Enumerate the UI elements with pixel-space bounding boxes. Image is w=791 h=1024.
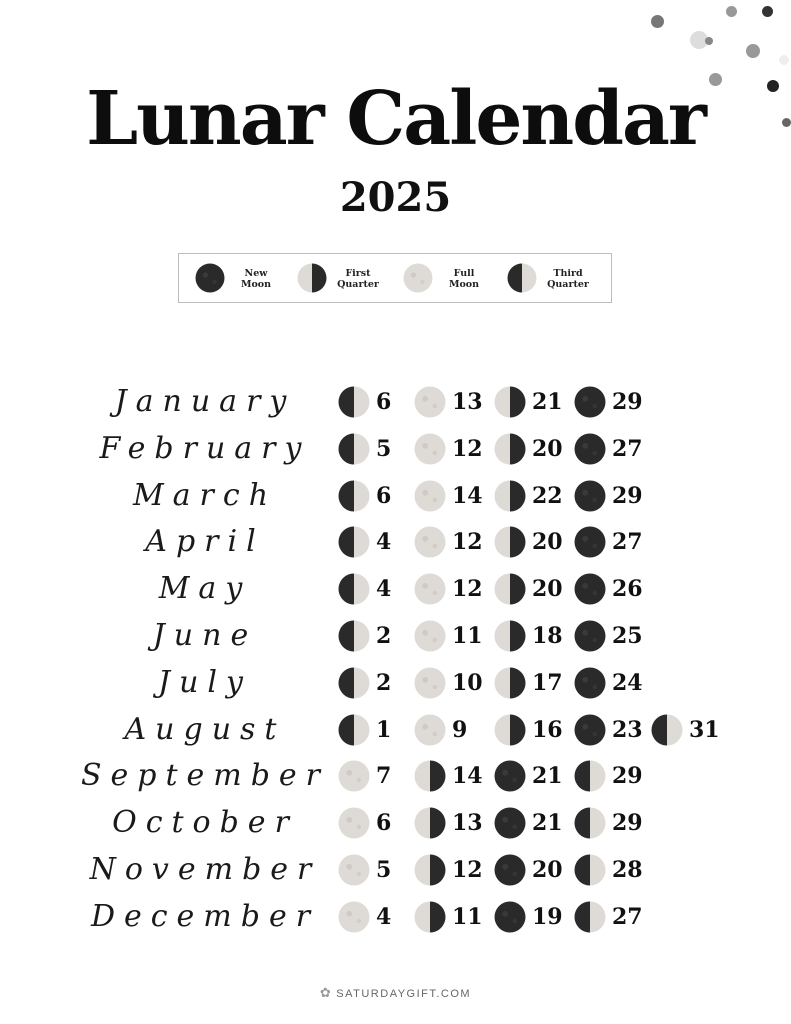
- new-moon-icon: [494, 854, 526, 886]
- day-number: 6: [376, 483, 392, 509]
- first-quarter-icon: [414, 854, 446, 886]
- day-number: 19: [532, 904, 563, 930]
- day-number: 24: [612, 670, 643, 696]
- day-number: 11: [452, 904, 483, 930]
- full-moon-icon: [414, 526, 446, 558]
- legend-label: Full Moon: [448, 268, 480, 290]
- new-moon-icon: [574, 667, 606, 699]
- confetti-dot: [651, 15, 664, 28]
- full-moon-icon: [414, 714, 446, 746]
- first-quarter-icon: [494, 480, 526, 512]
- third-quarter-icon: [338, 386, 370, 418]
- day-number: 23: [612, 717, 643, 743]
- full-moon-icon: [414, 386, 446, 418]
- day-number: 27: [612, 436, 643, 462]
- month-name-february: February: [99, 431, 311, 466]
- confetti-dot: [726, 6, 737, 17]
- full-moon-icon: [414, 480, 446, 512]
- day-number: 5: [376, 436, 392, 462]
- first-quarter-icon: [414, 807, 446, 839]
- day-number: 20: [532, 436, 563, 462]
- day-number: 17: [532, 670, 563, 696]
- month-name-april: April: [145, 524, 265, 559]
- day-number: 29: [612, 810, 643, 836]
- day-number: 2: [376, 670, 392, 696]
- day-number: 4: [376, 576, 392, 602]
- day-number: 4: [376, 904, 392, 930]
- full-moon-icon: [414, 667, 446, 699]
- first-quarter-icon: [414, 901, 446, 933]
- legend-label: New Moon: [240, 268, 272, 290]
- third-quarter-icon: [338, 573, 370, 605]
- day-number: 12: [452, 576, 483, 602]
- confetti-dot: [762, 6, 773, 17]
- day-number: 22: [532, 483, 563, 509]
- day-number: 20: [532, 857, 563, 883]
- day-number: 31: [689, 717, 720, 743]
- confetti-dot: [782, 118, 791, 127]
- third-quarter-icon: [338, 433, 370, 465]
- third-quarter-icon: [338, 714, 370, 746]
- footer-brand: [0, 985, 791, 1001]
- day-number: 14: [452, 483, 483, 509]
- full-moon-icon: [338, 854, 370, 886]
- confetti-dot: [779, 55, 789, 65]
- new-moon-icon: [574, 620, 606, 652]
- day-number: 27: [612, 904, 643, 930]
- new-moon-icon: [494, 760, 526, 792]
- first-quarter-icon: [494, 714, 526, 746]
- day-number: 21: [532, 763, 563, 789]
- day-number: 2: [376, 623, 392, 649]
- gift-logo-icon: ✿: [319, 985, 333, 1000]
- day-number: 9: [452, 717, 468, 743]
- day-number: 12: [452, 436, 483, 462]
- day-number: 7: [376, 763, 392, 789]
- confetti-dot: [746, 44, 760, 58]
- third-quarter-icon: [651, 714, 683, 746]
- month-name-september: September: [80, 758, 330, 793]
- day-number: 25: [612, 623, 643, 649]
- day-number: 13: [452, 389, 483, 415]
- new-moon-icon: [574, 573, 606, 605]
- day-number: 12: [452, 857, 483, 883]
- day-number: 29: [612, 483, 643, 509]
- phase-legend: [178, 253, 612, 303]
- full-moon-icon: [338, 760, 370, 792]
- new-moon-icon: [574, 386, 606, 418]
- legend-label: Third Quarter: [547, 268, 589, 290]
- month-name-november: November: [89, 852, 321, 887]
- month-name-march: March: [132, 478, 278, 513]
- day-number: 14: [452, 763, 483, 789]
- new-moon-icon: [574, 433, 606, 465]
- day-number: 4: [376, 529, 392, 555]
- third-quarter-icon: [574, 854, 606, 886]
- day-number: 29: [612, 763, 643, 789]
- third-quarter-icon: [338, 526, 370, 558]
- year-heading: 2025: [339, 174, 452, 221]
- day-number: 20: [532, 576, 563, 602]
- day-number: 11: [452, 623, 483, 649]
- full-moon-icon: [414, 573, 446, 605]
- full-moon-icon: [414, 620, 446, 652]
- day-number: 1: [376, 717, 392, 743]
- day-number: 28: [612, 857, 643, 883]
- third-quarter-icon: [574, 760, 606, 792]
- first-quarter-icon: [494, 667, 526, 699]
- month-name-october: October: [112, 805, 298, 840]
- new-moon-icon: [494, 901, 526, 933]
- third-quarter-icon: [574, 807, 606, 839]
- month-name-july: July: [158, 665, 252, 700]
- day-number: 21: [532, 810, 563, 836]
- legend-label: First Quarter: [337, 268, 379, 290]
- day-number: 13: [452, 810, 483, 836]
- day-number: 12: [452, 529, 483, 555]
- confetti-dot: [705, 37, 713, 45]
- day-number: 21: [532, 389, 563, 415]
- day-number: 6: [376, 389, 392, 415]
- first-quarter-icon: [494, 620, 526, 652]
- third-quarter-icon: [574, 901, 606, 933]
- first-quarter-icon: [494, 433, 526, 465]
- third-quarter-icon: [338, 620, 370, 652]
- first-quarter-icon: [494, 526, 526, 558]
- month-name-december: December: [90, 899, 320, 934]
- first-quarter-icon: [414, 760, 446, 792]
- confetti-dot: [709, 73, 722, 86]
- new-moon-icon: [574, 526, 606, 558]
- first-quarter-icon: [494, 386, 526, 418]
- day-number: 18: [532, 623, 563, 649]
- full-moon-icon: [338, 901, 370, 933]
- day-number: 5: [376, 857, 392, 883]
- day-number: 20: [532, 529, 563, 555]
- month-name-june: June: [152, 618, 258, 653]
- first-quarter-icon: [494, 573, 526, 605]
- new-moon-icon: [494, 807, 526, 839]
- month-name-august: August: [124, 712, 286, 747]
- day-number: 27: [612, 529, 643, 555]
- third-quarter-icon: [338, 480, 370, 512]
- new-moon-icon: [574, 714, 606, 746]
- confetti-dot: [767, 80, 779, 92]
- full-moon-icon: [414, 433, 446, 465]
- page-title: Lunar Calendar: [86, 76, 705, 162]
- day-number: 16: [532, 717, 563, 743]
- month-name-january: January: [114, 384, 296, 419]
- third-quarter-icon: [338, 667, 370, 699]
- full-moon-icon: [338, 807, 370, 839]
- footer-brand-text: SATURDAYGIFT.COM: [336, 988, 472, 1000]
- day-number: 26: [612, 576, 643, 602]
- new-moon-icon: [574, 480, 606, 512]
- day-number: 6: [376, 810, 392, 836]
- day-number: 29: [612, 389, 643, 415]
- day-number: 10: [452, 670, 483, 696]
- month-name-may: May: [158, 571, 252, 606]
